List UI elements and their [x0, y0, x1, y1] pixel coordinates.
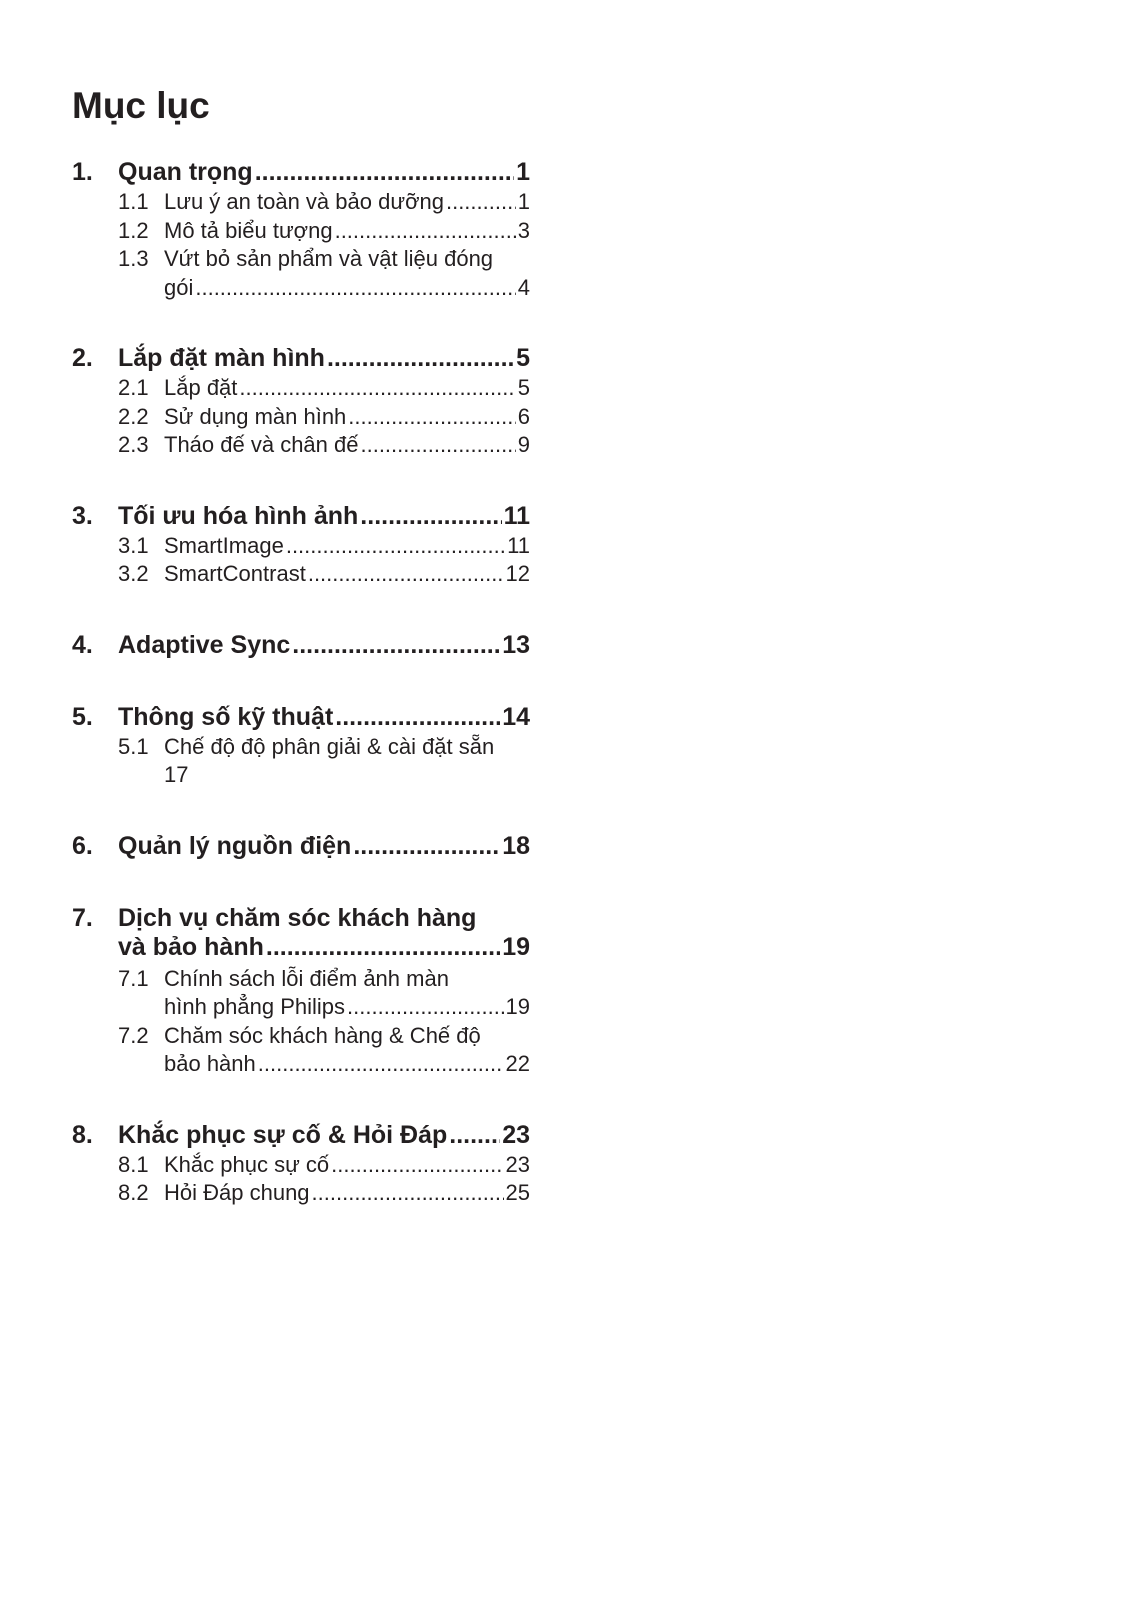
chapter-entry-title: Quan trọng [118, 158, 253, 186]
section-entry[interactable] [118, 402, 530, 432]
section-entry[interactable] [118, 430, 530, 460]
dot-leader [348, 402, 515, 432]
section-entry-number: 8.1 [118, 1151, 149, 1177]
section-entry-number: 7.1 [118, 965, 149, 991]
section-entry-title: SmartContrast [164, 561, 306, 586]
chapter-entry-number: 4. [72, 630, 93, 659]
section-entry-number: 8.2 [118, 1180, 149, 1205]
section-entry[interactable] [118, 732, 530, 762]
section-entry[interactable] [118, 531, 530, 561]
section-entry-cont-title: gói [164, 274, 194, 300]
chapter-entry-number: 7. [72, 903, 93, 932]
dot-leader [308, 559, 504, 589]
chapter-entry-cont-page: 19 [502, 932, 530, 961]
dot-leader [347, 992, 503, 1022]
section-entry-number: 2.2 [118, 403, 149, 429]
section-entry-title: Chính sách lỗi điểm ảnh màn [164, 965, 449, 991]
section-entry-cont[interactable] [164, 273, 530, 303]
dot-leader [286, 531, 505, 561]
section-entry-cont-title: hình phẳng Philips [164, 994, 346, 1019]
section-entry-title: Vứt bỏ sản phẩm và vật liệu đóng [164, 246, 494, 271]
section-entry-title: Mô tả biểu tượng [164, 217, 333, 243]
section-entry-page: 12 [505, 561, 530, 586]
section-entry[interactable] [118, 1178, 530, 1208]
chapter-entry[interactable] [72, 155, 530, 189]
section-entry-title: Sử dụng màn hình [164, 403, 347, 429]
section-entry-title: Hỏi Đáp chung [164, 1180, 310, 1205]
section-entry-cont[interactable] [164, 760, 530, 790]
chapter-entry-title: Thông số kỹ thuật [118, 702, 334, 731]
section-entry-title: Chế độ độ phân giải & cài đặt sẵn [164, 733, 495, 759]
dot-leader [258, 1049, 504, 1079]
chapter-entry-page: 13 [502, 630, 530, 659]
section-entry-number: 1.1 [118, 189, 149, 214]
chapter-entry[interactable] [72, 499, 530, 533]
chapter-entry[interactable] [72, 1118, 530, 1152]
section-entry[interactable] [118, 1150, 530, 1180]
section-entry-title: Chăm sóc khách hàng & Chế độ [164, 1022, 481, 1048]
chapter-entry-title: Dịch vụ chăm sóc khách hàng [118, 903, 477, 932]
chapter-entry[interactable] [72, 628, 530, 662]
chapter-entry[interactable] [72, 700, 530, 734]
section-entry-cont-page: 19 [505, 994, 530, 1019]
section-entry[interactable] [118, 373, 530, 403]
section-entry-cont-title: 17 [164, 762, 189, 787]
section-entry[interactable] [118, 244, 530, 274]
section-entry-page: 3 [517, 217, 530, 243]
chapter-entry-title: Khắc phục sự cố & Hỏi Đáp [118, 1120, 448, 1149]
dot-leader [266, 932, 500, 962]
section-entry-cont[interactable] [164, 1049, 530, 1079]
section-entry-cont[interactable] [164, 992, 530, 1022]
section-entry-number: 1.3 [118, 246, 149, 271]
chapter-entry[interactable] [72, 341, 530, 375]
chapter-entry-page: 18 [502, 831, 530, 860]
chapter-entry-number: 8. [72, 1120, 93, 1149]
section-entry-page: 6 [517, 403, 530, 429]
dot-leader [327, 341, 514, 375]
section-entry[interactable] [118, 1021, 530, 1051]
chapter-entry[interactable] [72, 901, 530, 935]
section-entry-page: 23 [505, 1151, 530, 1177]
dot-leader [360, 499, 501, 533]
dot-leader [255, 155, 514, 189]
chapter-entry-page: 23 [502, 1120, 530, 1149]
section-entry-cont-page: 22 [505, 1051, 530, 1076]
chapter-entry-number: 3. [72, 501, 93, 530]
section-entry-page: 11 [507, 532, 530, 558]
section-entry-number: 2.1 [118, 375, 149, 400]
chapter-entry-title: Quản lý nguồn điện [118, 831, 352, 860]
chapter-entry[interactable] [72, 829, 530, 863]
dot-leader [312, 1178, 504, 1208]
dot-leader [360, 430, 515, 460]
section-entry-cont-title: bảo hành [164, 1051, 256, 1076]
dot-leader [331, 1150, 503, 1180]
section-entry-number: 3.2 [118, 561, 149, 586]
section-entry-title: Lắp đặt [164, 375, 238, 400]
chapter-entry-title: Lắp đặt màn hình [118, 344, 325, 372]
section-entry-page: 9 [517, 432, 530, 457]
section-entry-number: 3.1 [118, 532, 149, 558]
dot-leader [292, 628, 500, 662]
dot-leader [446, 187, 516, 217]
dot-leader [335, 216, 516, 246]
section-entry-title: Lưu ý an toàn và bảo dưỡng [164, 189, 444, 214]
dot-leader [239, 373, 515, 403]
section-entry[interactable] [118, 216, 530, 246]
section-entry-page: 5 [517, 375, 530, 400]
section-entry-title: Tháo đế và chân đế [164, 432, 359, 457]
dot-leader [353, 829, 500, 863]
section-entry[interactable] [118, 559, 530, 589]
chapter-entry-number: 1. [72, 158, 93, 186]
dot-leader [195, 273, 515, 303]
chapter-entry-number: 5. [72, 702, 93, 731]
section-entry-title: SmartImage [164, 532, 284, 558]
page-title: Mục lục [72, 85, 210, 126]
chapter-entry-title: Tối ưu hóa hình ảnh [118, 501, 359, 530]
chapter-entry-page: 14 [502, 702, 530, 731]
section-entry-title: Khắc phục sự cố [164, 1151, 330, 1177]
section-entry-number: 2.3 [118, 432, 149, 457]
dot-leader [335, 700, 500, 734]
chapter-entry-page: 5 [516, 344, 530, 372]
section-entry-cont-page: 4 [517, 274, 530, 300]
chapter-entry-page: 11 [503, 501, 530, 530]
section-entry-number: 1.2 [118, 217, 149, 243]
chapter-entry-cont[interactable] [118, 932, 530, 962]
section-entry-page: 1 [517, 189, 530, 214]
chapter-entry-number: 2. [72, 344, 93, 372]
dot-leader [449, 1118, 500, 1152]
chapter-entry-number: 6. [72, 831, 93, 860]
chapter-entry-title: Adaptive Sync [118, 630, 291, 659]
chapter-entry-page: 1 [516, 158, 530, 186]
section-entry-number: 5.1 [118, 733, 149, 759]
section-entry-number: 7.2 [118, 1022, 149, 1048]
section-entry[interactable] [118, 964, 530, 994]
section-entry[interactable] [118, 187, 530, 217]
section-entry-page: 25 [505, 1180, 530, 1205]
chapter-entry-cont-title: và bảo hành [118, 932, 264, 961]
